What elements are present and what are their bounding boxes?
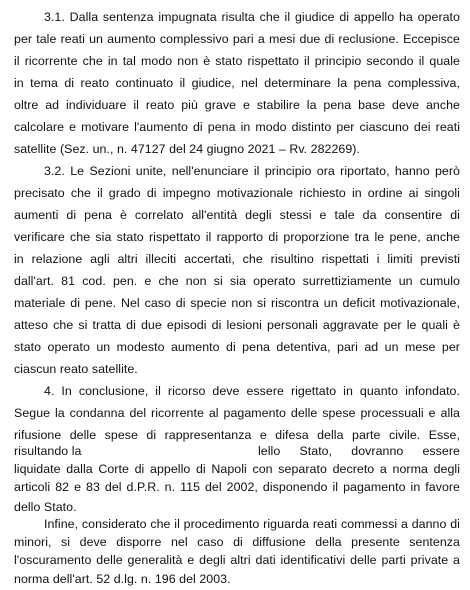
paragraph-5-line-2: minori, si deve disporre nel caso di diffusione della presente sentenza bbox=[14, 535, 460, 549]
paragraph-3-2-line-4: verificare che sia stato rispettato il rapporto di proporzione tra le pene, anche bbox=[14, 230, 460, 244]
paragraph-3-1-line-2: per tale reati un aumento complessivo pari a mesi due di reclusione. Eccepisce bbox=[14, 32, 460, 46]
paragraph-3-1-line-3: il ricorrente che in tal modo non è stato rispettato il principio secondo il quale bbox=[14, 54, 460, 68]
paragraph-4-line-6: articoli 82 e 83 del d.P.R. n. 115 del 2002, disponendo il pagamento in favore bbox=[14, 480, 460, 494]
paragraph-3-1-line-7: satellite (Sez. un., n. 47127 del 24 giugno 2021 – Rv. 282269). bbox=[14, 142, 360, 156]
paragraph-3-2-line-8: atteso che si tratta di due episodi di lesioni personali aggravate per le quali è bbox=[14, 318, 460, 332]
paragraph-4-line-1: 4. In conclusione, il ricorso deve essere rigettato in quanto infondato. bbox=[44, 384, 460, 398]
paragraph-3-2-line-9: stato operato un modesto aumento di pena detentiva, pari ad un mese per bbox=[14, 340, 460, 354]
paragraph-3-1-line-5: oltre ad individuare il reato più grave e stabilire la pena base deve anche bbox=[14, 98, 460, 112]
paragraph-4-line-4-end: lello Stato, dovranno essere bbox=[258, 444, 460, 458]
paragraph-3-2-line-10: ciascun reato satellite. bbox=[14, 362, 138, 376]
paragraph-3-1-line-4: in tema di reato continuato il giudice, nel determinare la pena complessiva, bbox=[14, 76, 460, 90]
paragraph-4-line-2: Segue la condanna del ricorrente al pagamento delle spese processuali e alla bbox=[14, 406, 460, 420]
paragraph-5-line-1: Infine, considerato che il procedimento riguarda reati commessi a danno di bbox=[44, 517, 460, 531]
paragraph-3-1-line-6: calcolare e motivare l'aumento di pena in modo distinto per ciascuno dei reati bbox=[14, 120, 460, 134]
paragraph-5-line-3: l'oscuramento delle generalità e degli altri dati identificativi delle parti private a bbox=[14, 553, 460, 567]
paragraph-3-2-line-2: precisato che il grado di impegno motivazionale richiesto in ordine ai singoli bbox=[14, 186, 460, 200]
paragraph-3-2-line-6: dall'art. 81 cod. pen. e che non si sia operato surrettiziamente un cumulo bbox=[14, 274, 460, 288]
paragraph-3-2-line-3: aumenti di pena è correlato all'entità degli stessi e tale da consentire di bbox=[14, 208, 460, 222]
paragraph-4-line-5: liquidate dalla Corte di appello di Napoli con separato decreto a norma degli bbox=[14, 462, 460, 476]
paragraph-3-2-line-1: 3.2. Le Sezioni unite, nell'enunciare il principio ora riportato, hanno però bbox=[44, 164, 460, 178]
paragraph-5-line-4: norma dell'art. 52 d.lg. n. 196 del 2003. bbox=[14, 572, 231, 586]
paragraph-3-2-line-5: in relazione agli altri illeciti accertati, che risultino rispettati i limiti previsti bbox=[14, 252, 460, 266]
paragraph-3-1-line-1: 3.1. Dalla sentenza impugnata risulta che il giudice di appello ha operato bbox=[44, 10, 460, 24]
paragraph-3-2-line-7: materiale di pene. Nel caso di specie non si riscontra un deficit motivazionale, bbox=[14, 296, 460, 310]
paragraph-4-line-3: rifusione delle spese di rappresentanza e difesa della parte civile. Esse, bbox=[14, 428, 460, 442]
paragraph-4-line-4-start: risultando la bbox=[14, 444, 82, 458]
paragraph-4-line-7: dello Stato. bbox=[14, 500, 77, 514]
